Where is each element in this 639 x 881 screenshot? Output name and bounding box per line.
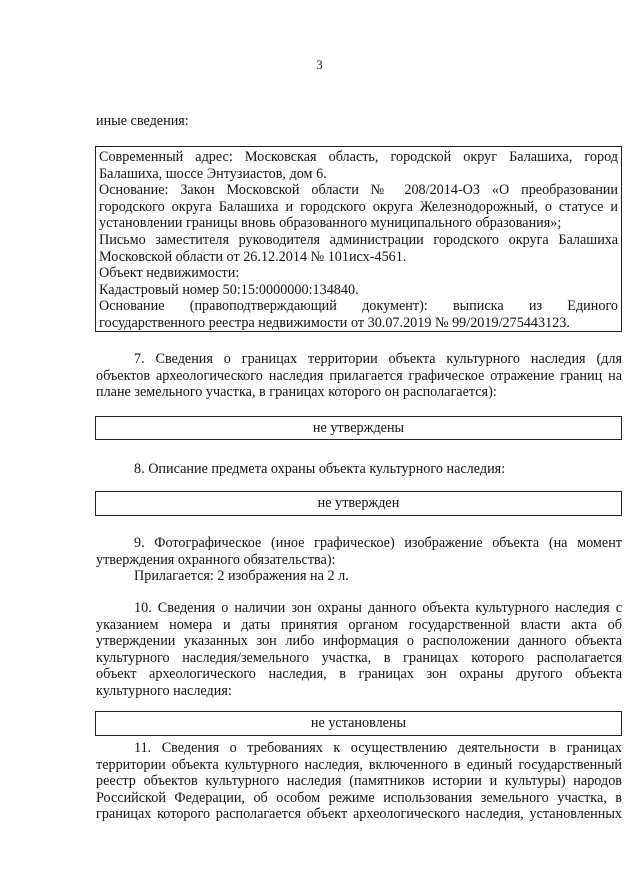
info-line: Основание: Закон Московской области № 208/2014-ОЗ «О преобразовании bbox=[99, 182, 618, 199]
section-7-text bbox=[96, 351, 622, 401]
section-11-line: Российской Федерации, об особом режиме использования земельного участка, в bbox=[96, 789, 622, 806]
section-11-line: 11. Сведения о требованиях к осуществлению деятельности в границах bbox=[134, 740, 622, 756]
section-9-attachment: Прилагается: 2 изображения на 2 л. bbox=[134, 568, 349, 584]
section-7-line: плане земельного участка, в границах которого он располагается): bbox=[96, 384, 497, 401]
section-7-line: 7. Сведения о границах территории объекта культурного наследия (для bbox=[134, 351, 622, 367]
section-10-text bbox=[96, 600, 622, 700]
section-9-line: утверждения охранного обязательства): bbox=[96, 551, 336, 568]
section-8-text: 8. Описание предмета охраны объекта культурного наследия: bbox=[134, 461, 506, 477]
info-line: Объект недвижимости: bbox=[99, 265, 240, 282]
info-box bbox=[95, 146, 622, 332]
section-10-line: утверждении указанных зон либо информация о расположении данного объекта bbox=[96, 633, 622, 650]
info-line: Московской области от 26.12.2014 № 101исх-4561. bbox=[99, 248, 407, 265]
section-10-line: культурного наследия/земельного участка, в границах которого располагается bbox=[96, 649, 622, 666]
section-10-line: 10. Сведения о наличии зон охраны данного объекта культурного наследия с bbox=[134, 600, 622, 616]
info-line: Письмо заместителя руководителя администрации городского округа Балашиха bbox=[99, 231, 618, 248]
section-10-line: объект археологического наследия, в границах зон охраны другого объекта bbox=[96, 666, 622, 683]
section-10-value: не установлены bbox=[310, 715, 407, 731]
section-11-text bbox=[96, 740, 622, 823]
section-8-box bbox=[95, 491, 622, 516]
info-line: Современный адрес: Московская область, городской округ Балашиха, город bbox=[99, 149, 618, 165]
info-line: Балашиха, шоссе Энтузиастов, дом 6. bbox=[99, 165, 327, 182]
section-7-value: не утверждены bbox=[312, 420, 405, 436]
page-number: 3 bbox=[316, 57, 323, 72]
info-line: городского округа Балашиха и городского округа Железнодорожный, о статусе и bbox=[99, 198, 618, 215]
section-10-line: культурного наследия: bbox=[96, 682, 232, 699]
other-info-label: иные сведения: bbox=[96, 113, 189, 129]
section-7-line: объектов археологического наследия прилагается графическое отражение границ на bbox=[96, 367, 622, 384]
section-9-text bbox=[96, 535, 622, 568]
info-line: Основание (правоподтверждающий документ): выписка из Единого bbox=[99, 298, 618, 315]
info-line: Кадастровый номер 50:15:0000000:134840. bbox=[99, 281, 359, 298]
section-9-line: 9. Фотографическое (иное графическое) изображение объекта (на момент bbox=[134, 535, 622, 551]
section-7-box bbox=[95, 416, 622, 440]
section-10-box bbox=[95, 711, 622, 736]
section-8-value: не утвержден bbox=[317, 495, 400, 511]
section-11-line: реестр объектов культурного наследия (памятников истории и культуры) народов bbox=[96, 773, 622, 790]
section-10-line: указанием номера и даты принятия органом государственной власти акта об bbox=[96, 616, 622, 633]
info-line: установлении границы вновь образованного муниципального образования»; bbox=[99, 215, 562, 232]
info-line: государственного реестра недвижимости от 30.07.2019 № 99/2019/275443123. bbox=[99, 314, 570, 331]
section-11-line: границах которого располагается объект археологического наследия, установленных bbox=[96, 806, 622, 823]
section-11-line: территории объекта культурного наследия, включенного в единый государственный bbox=[96, 756, 622, 773]
